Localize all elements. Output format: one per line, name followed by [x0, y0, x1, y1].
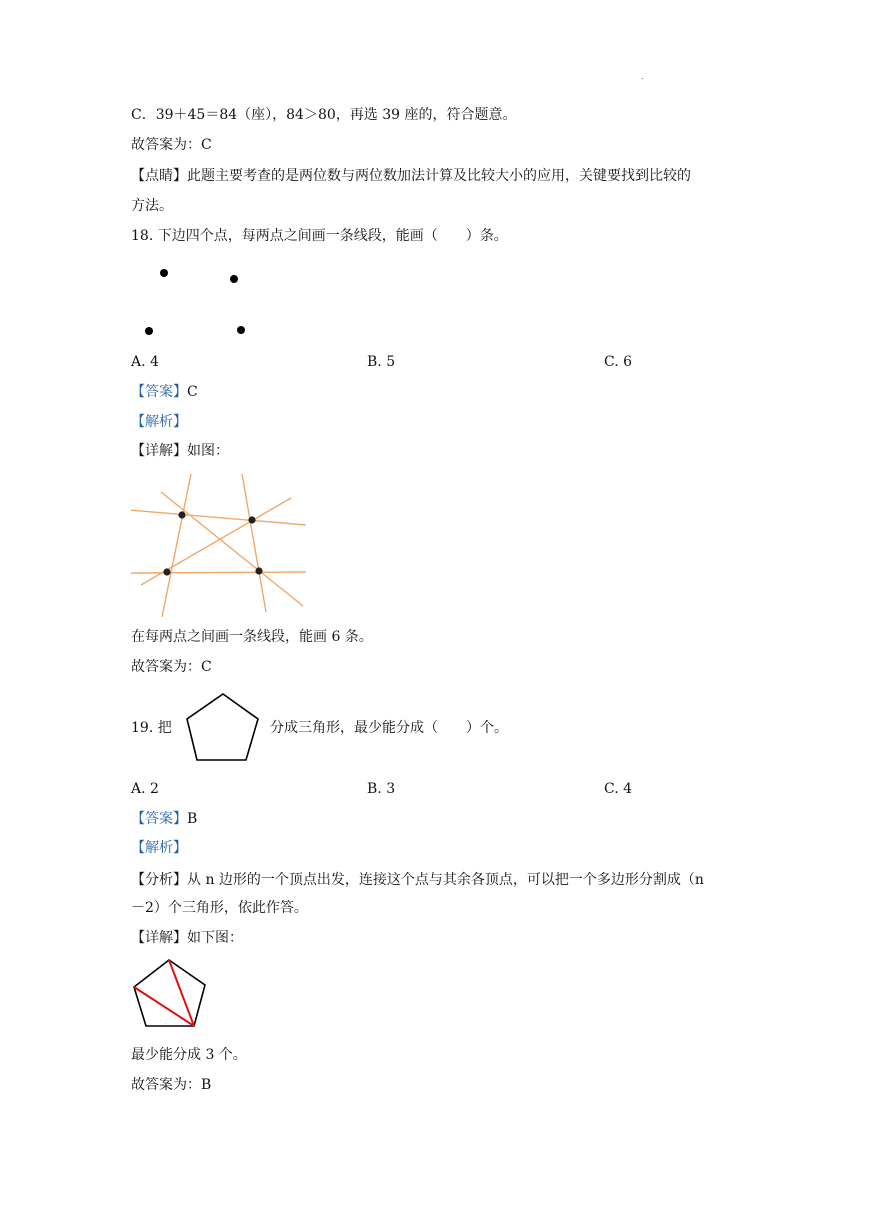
answer-label: 【答案】 — [131, 811, 187, 827]
detail-text: 如下图： — [187, 930, 243, 946]
q18-option-a: A. 4 — [131, 354, 159, 370]
answer-value: C — [187, 384, 198, 400]
segment-line — [242, 474, 266, 612]
q18-option-c: C. 6 — [604, 354, 633, 370]
q19-option-a: A. 2 — [131, 781, 159, 797]
point — [230, 275, 238, 283]
q19-final-answer: 故答案为：B — [131, 1077, 212, 1093]
q18-option-b: B. 5 — [367, 354, 396, 370]
segment-line — [161, 492, 303, 606]
q19-option-b: B. 3 — [367, 781, 396, 797]
pentagon-icon — [183, 691, 263, 765]
q19-fenxi-line1 — [131, 870, 704, 890]
q19-option-c: C. 4 — [604, 781, 633, 797]
point — [178, 511, 185, 518]
comment-label: 【点睛】 — [131, 168, 187, 184]
point — [145, 327, 153, 335]
q18-final-answer: 故答案为：C — [131, 659, 212, 675]
detail-label: 【详解】 — [131, 930, 187, 946]
answer-value: B — [187, 811, 198, 827]
q19-analysis-label: 【解析】 — [131, 840, 187, 856]
q18-analysis-label: 【解析】 — [131, 414, 187, 430]
q17-answer-line: 故答案为：C — [131, 137, 212, 153]
q19-question-prefix: 19. 把 — [131, 720, 172, 736]
q17-comment-line2: 方法。 — [131, 198, 173, 214]
q19-conclusion: 最少能分成 3 个。 — [131, 1047, 247, 1063]
fenxi-text: 从 n 边形的一个顶点出发，连接这个点与其余各顶点，可以把一个多边形分割成（n — [187, 872, 704, 888]
fenxi-label: 【分析】 — [131, 872, 187, 888]
page-mark: . — [641, 72, 644, 81]
pentagon-divided-figure — [131, 958, 209, 1030]
diagonal-line — [134, 987, 194, 1026]
segment-line — [131, 572, 306, 573]
q19-detail-line — [131, 928, 243, 948]
q18-answer-line — [131, 382, 198, 402]
segment-line — [131, 510, 306, 525]
detail-text: 如图： — [187, 443, 229, 459]
q19-question-suffix: 分成三角形，最少能分成（ ）个。 — [270, 720, 508, 736]
detail-label: 【详解】 — [131, 443, 187, 459]
q19-fenxi-line2: －2）个三角形，依此作答。 — [131, 900, 308, 916]
q18-detail-line — [131, 441, 229, 461]
point — [163, 568, 170, 575]
q19-answer-line — [131, 809, 197, 829]
point — [248, 516, 255, 523]
point — [255, 567, 262, 574]
answer-label: 【答案】 — [131, 384, 187, 400]
q18-six-segments-figure — [131, 472, 306, 617]
diagonal-line — [169, 960, 194, 1026]
point — [237, 326, 245, 334]
comment-text: 此题主要考查的是两位数与两位数加法计算及比较大小的应用，关键要找到比较的 — [187, 168, 691, 184]
q18-conclusion: 在每两点之间画一条线段，能画 6 条。 — [131, 629, 373, 645]
q18-question: 18. 下边四个点，每两点之间画一条线段，能画（ ）条。 — [131, 228, 508, 244]
q17-comment-line1 — [131, 166, 691, 186]
point — [160, 269, 168, 277]
q17-option-c-explanation: C．39＋45＝84（座），84＞80，再选 39 座的，符合题意。 — [131, 107, 517, 123]
